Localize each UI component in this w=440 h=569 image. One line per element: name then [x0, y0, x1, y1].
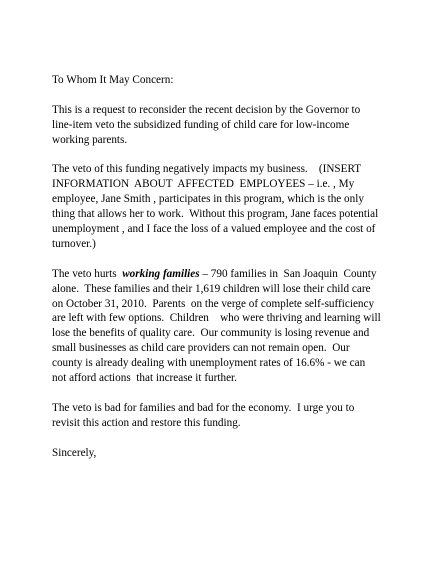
paragraph-line: The veto of this funding negatively impacts my business. (INSERT [52, 163, 362, 176]
paragraph-line: not afford actions that increase it further. [52, 372, 237, 385]
paragraph-line: turnover.) [52, 237, 96, 250]
paragraph-conclusion [52, 401, 382, 431]
paragraph-line-first [52, 267, 382, 282]
paragraph-line: employee, Jane Smith , participates in this program, which is the only [52, 193, 364, 206]
paragraph-line: line-item veto the subsidized funding of child care for low-income [52, 118, 350, 131]
paragraph-line: working parents. [52, 133, 128, 146]
letter-body [52, 73, 382, 475]
paragraph-line: The veto is bad for families and bad for the economy. I urge you to [52, 401, 355, 414]
paragraph-line: county is already dealing with unemployment rates of 16.6% - we can [52, 357, 366, 370]
paragraph-line: alone. These families and their 1,619 children will lose their child care [52, 282, 371, 295]
paragraph-line: revisit this action and restore this funding. [52, 416, 241, 429]
paragraph-impact [52, 162, 382, 251]
paragraph-line: unemployment , and I face the loss of a valued employee and the cost of [52, 223, 376, 236]
paragraph-request [52, 103, 382, 148]
salutation-text: To Whom It May Concern: [52, 74, 174, 86]
closing-text: Sincerely, [52, 446, 97, 459]
text-run: The veto hurts [52, 267, 123, 280]
closing [52, 446, 382, 461]
paragraph-line: thing that allows her to work. Without this program, Jane faces potential [52, 208, 379, 221]
salutation [52, 73, 382, 88]
paragraph-families [52, 267, 382, 386]
paragraph-line: lose the benefits of quality care. Our community is losing revenue and [52, 327, 370, 340]
paragraph-line: are left with few options. Children who were thriving and learning will [52, 312, 381, 325]
text-run: – 790 families in San Joaquin County [199, 267, 377, 280]
paragraph-line: INFORMATION ABOUT AFFECTED EMPLOYEES – i.e. , My [52, 178, 355, 191]
paragraph-line: This is a request to reconsider the recent decision by the Governor to [52, 103, 361, 116]
paragraph-line: small businesses as child care providers can not remain open. Our [52, 342, 350, 355]
emphasis-working-families: working families [122, 267, 200, 280]
paragraph-line: on October 31, 2010. Parents on the verge of complete self-sufficiency [52, 297, 375, 310]
